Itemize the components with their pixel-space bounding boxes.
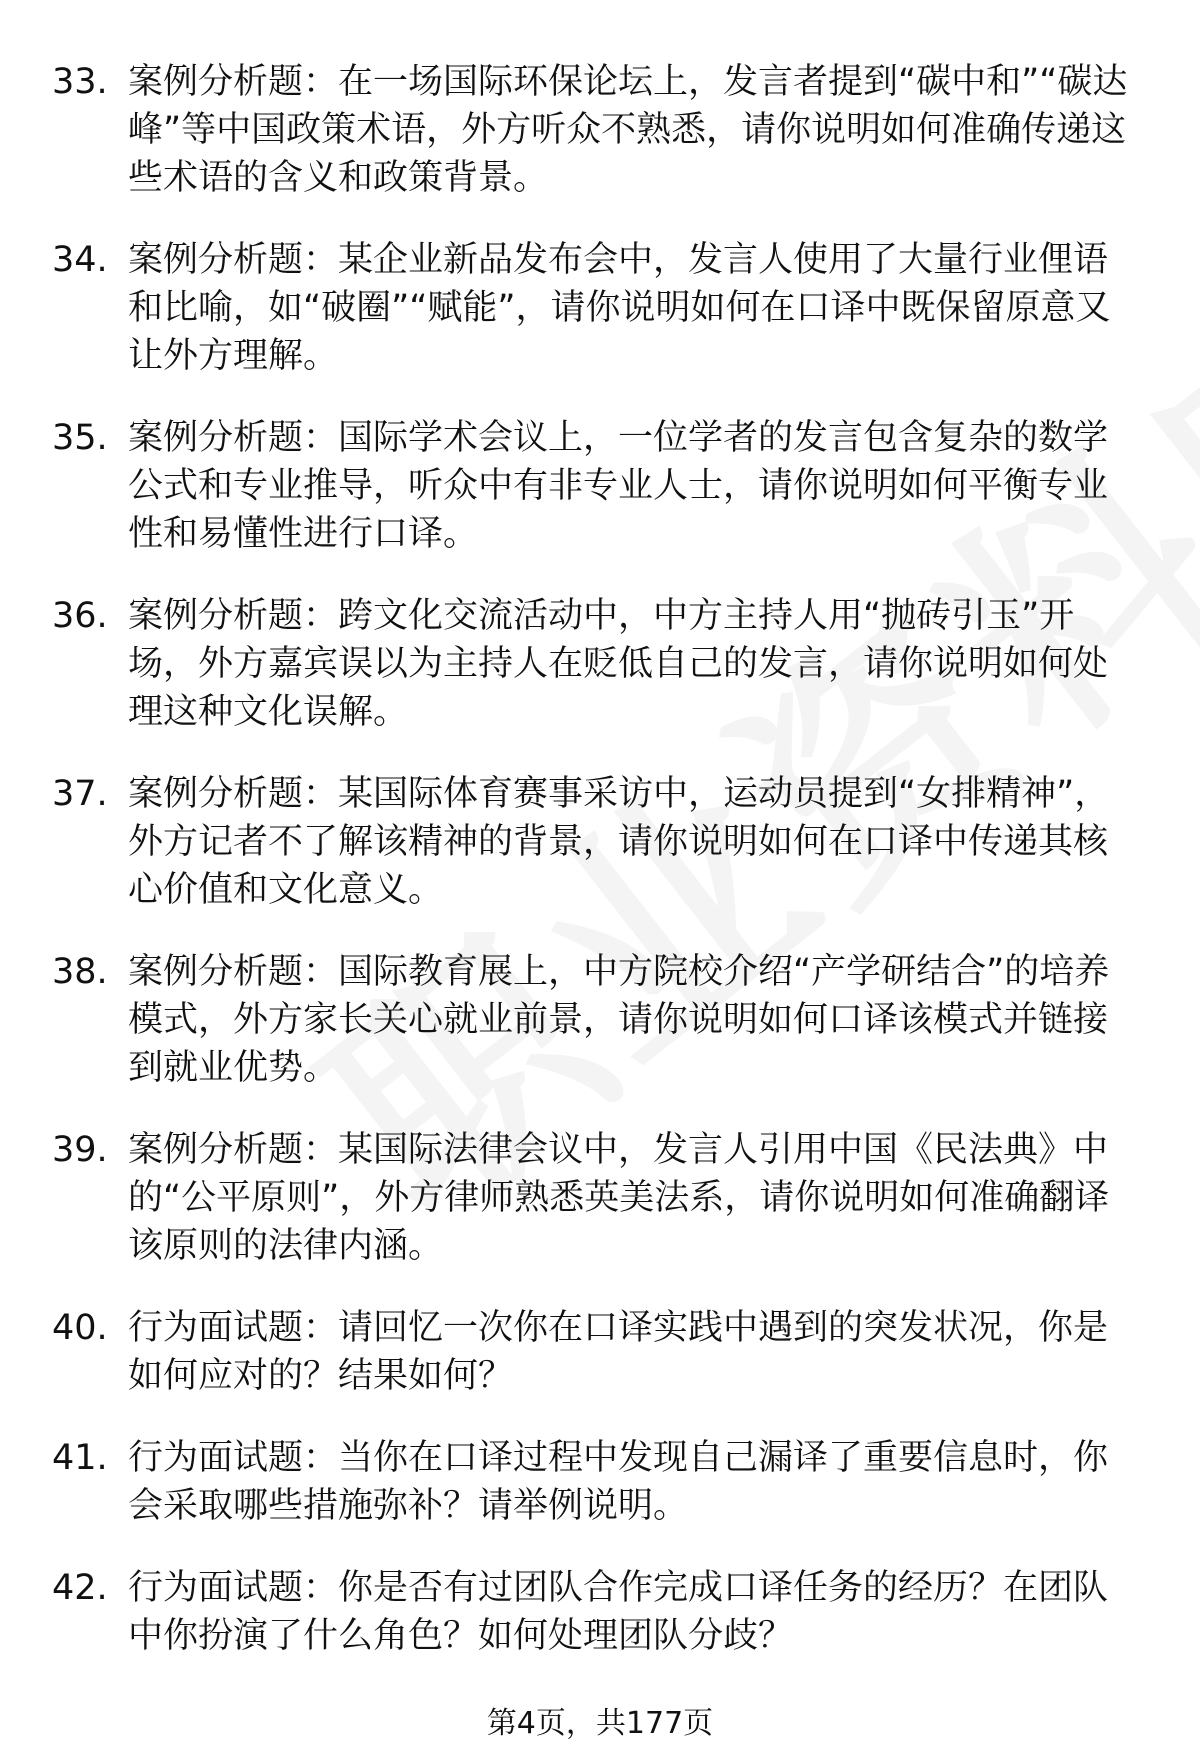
question-number: 36. (52, 596, 108, 636)
question-item (0, 1126, 1200, 1270)
question-text: 案例分析题：某国际体育赛事采访中，运动员提到“女排精神”，外方记者不了解该精神的背景，请你说明如何在口译中传递其核心价值和文化意义。 (128, 774, 1110, 910)
question-text: 案例分析题：在一场国际环保论坛上，发言者提到“碳中和”“碳达峰”等中国政策术语，外方听众不熟悉，请你说明如何准确传递这些术语的含义和政策背景。 (128, 62, 1128, 198)
question-text: 案例分析题：国际教育展上，中方院校介绍“产学研结合”的培养模式，外方家长关心就业前景，请你说明如何口译该模式并链接到就业优势。 (128, 952, 1110, 1088)
question-number: 34. (52, 240, 108, 280)
question-text: 行为面试题：请回忆一次你在口译实践中遇到的突发状况，你是如何应对的？结果如何？ (128, 1308, 1109, 1396)
question-item (0, 592, 1200, 736)
question-number: 39. (52, 1130, 108, 1170)
question-item (0, 58, 1200, 202)
question-text: 案例分析题：国际学术会议上，一位学者的发言包含复杂的数学公式和专业推导，听众中有非专业人士，请你说明如何平衡专业性和易懂性进行口译。 (128, 418, 1109, 554)
question-item (0, 1564, 1200, 1660)
question-text: 案例分析题：某国际法律会议中，发言人引用中国《民法典》中的“公平原则”，外方律师熟悉英美法系，请你说明如何准确翻译该原则的法律内涵。 (128, 1130, 1110, 1266)
question-text: 行为面试题：你是否有过团队合作完成口译任务的经历？在团队中你扮演了什么角色？如何处理团队分歧？ (128, 1568, 1109, 1656)
question-number: 40. (52, 1308, 108, 1348)
question-text: 案例分析题：跨文化交流活动中，中方主持人用“抛砖引玉”开场，外方嘉宾误以为主持人在贬低自己的发言，请你说明如何处理这种文化误解。 (128, 596, 1109, 732)
question-item (0, 770, 1200, 914)
question-item (0, 948, 1200, 1092)
question-text: 行为面试题：当你在口译过程中发现自己漏译了重要信息时，你会采取哪些措施弥补？请举例说明。 (128, 1438, 1109, 1526)
question-number: 38. (52, 952, 108, 992)
question-text: 案例分析题：某企业新品发布会中，发言人使用了大量行业俚语和比喻，如“破圈”“赋能”，请你说明如何在口译中既保留原意又让外方理解。 (128, 240, 1111, 376)
question-item (0, 414, 1200, 558)
question-number: 42. (52, 1568, 108, 1608)
question-number: 37. (52, 774, 108, 814)
question-list (0, 58, 1200, 1694)
question-number: 35. (52, 418, 108, 458)
question-number: 41. (52, 1438, 108, 1478)
question-item (0, 236, 1200, 380)
question-item (0, 1304, 1200, 1400)
page-number-footer: 第4页，共177页 (486, 1706, 714, 1741)
question-number: 33. (52, 62, 108, 102)
question-item (0, 1434, 1200, 1530)
